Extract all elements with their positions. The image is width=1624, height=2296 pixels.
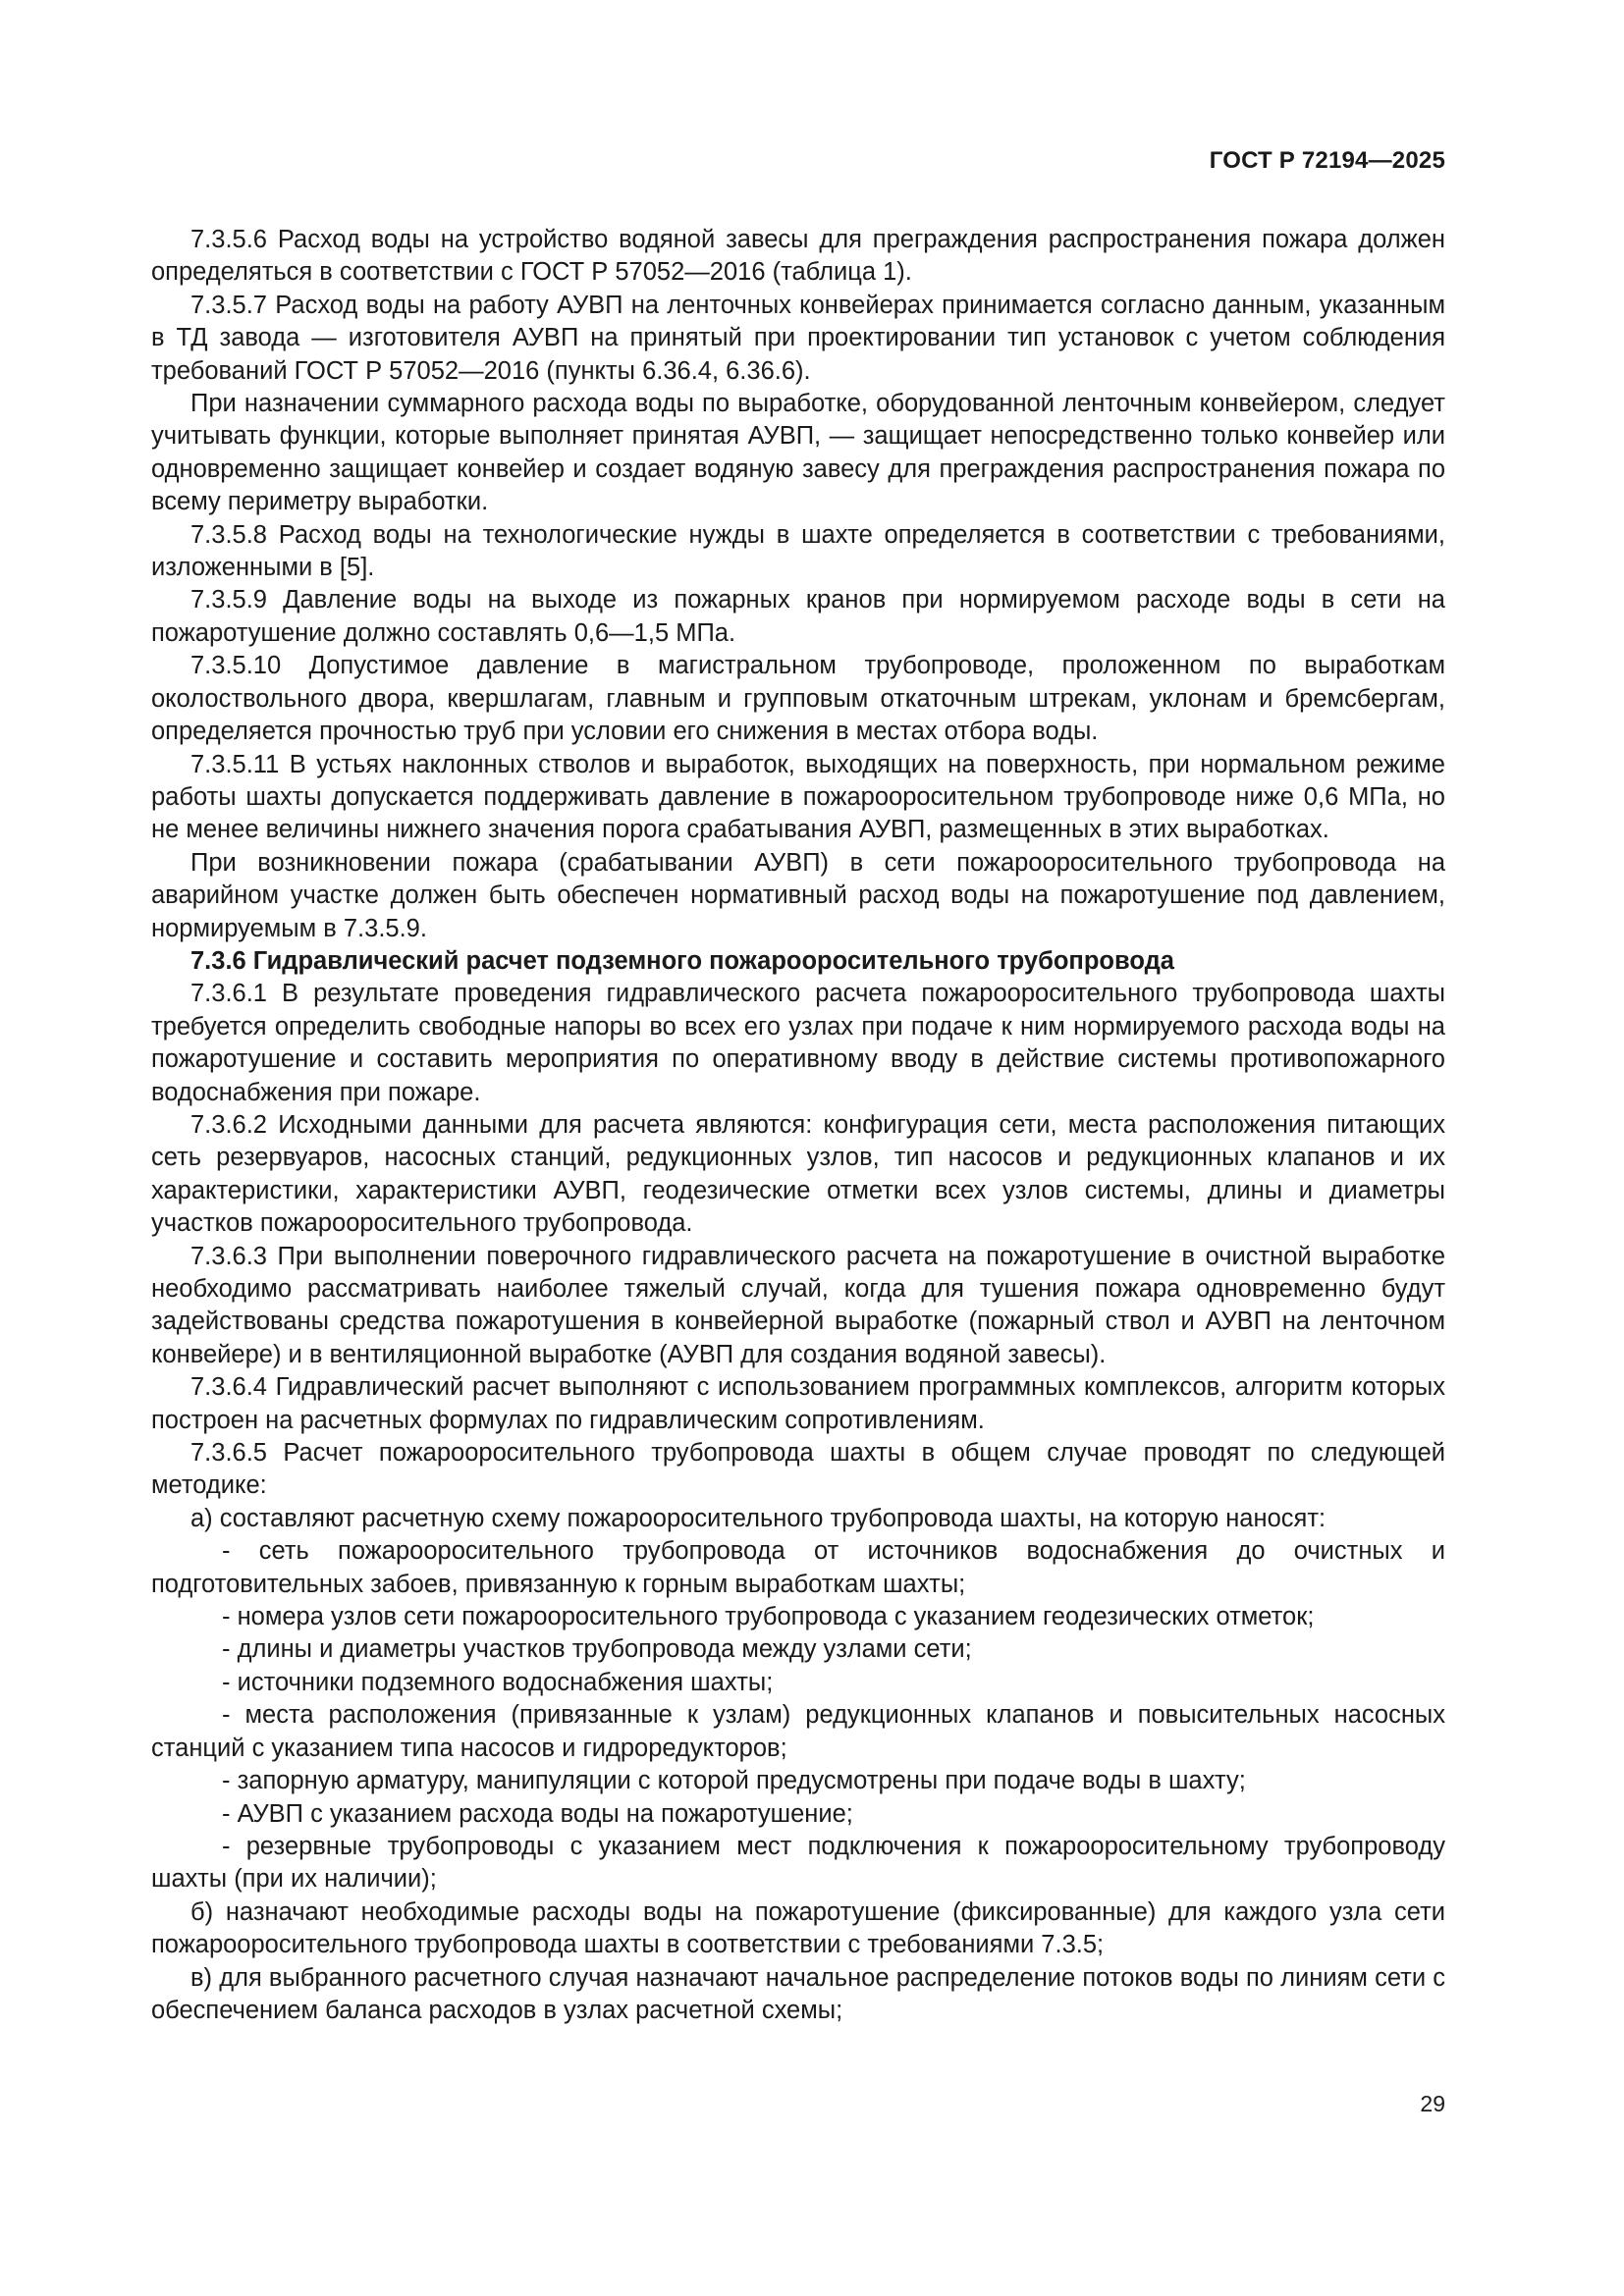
paragraph-7-3-6-2: 7.3.6.2 Исходными данными для расчета являются: конфигурация сети, места расположения питающих сеть резервуаров, насосных станций, редукционных узлов, тип насосов и редукционных клапанов и их характеристики, характеристики АУВП, геодезические отметки всех узлов системы, длины и диаметры участков пожарооросительного трубопровода.	[151, 1110, 1445, 1238]
dash-item: - длины и диаметры участков трубопровода между узлами сети;	[222, 1635, 972, 1664]
dash-item: - резервные трубопроводы с указанием мест подключения к пожарооросительному трубопроводу шахты (при их наличии);	[151, 1832, 1445, 1894]
paragraph-7-3-6-3: 7.3.6.3 При выполнении поверочного гидравлического расчета на пожаротушение в очистной выработке необходимо рассматривать наиболее тяжелый случай, когда для тушения пожара одновременно будут задействованы средства пожаротушения в конвейерной выработке (пожарный ствол и АУВП на ленточном конвейере) и в вентиляционной выработке (АУВП для создания водяной завесы).	[151, 1242, 1445, 1368]
document-body	[151, 224, 1445, 2027]
paragraph-7-3-5-11: 7.3.5.11 В устьях наклонных стволов и выработок, выходящих на поверхность, при нормальном режиме работы шахты допускается поддерживать давление в пожарооросительном трубопроводе ниже 0,6 МПа, но не менее величины нижнего значения порога срабатывания АУВП, размещенных в этих выработках.	[151, 750, 1445, 844]
paragraph-fire-event: При возникновении пожара (срабатывании АУВП) в сети пожарооросительного трубопровода на аварийном участке должен быть обеспечен нормативный расход воды на пожаротушение под давлением, нормируемым в 7.3.5.9.	[151, 848, 1445, 942]
list-item-c: в) для выбранного расчетного случая назначают начальное распределение потоков воды по линиям сети с обеспечением баланса расходов в узлах расчетной схемы;	[151, 1963, 1445, 2024]
paragraph-7-3-6-5: 7.3.6.5 Расчет пожарооросительного трубопровода шахты в общем случае проводят по следующей методике:	[151, 1439, 1445, 1500]
paragraph-7-3-5-10: 7.3.5.10 Допустимое давление в магистральном трубопроводе, проложенном по выработкам околоствольного двора, квершлагам, главным и групповым откаточным штрекам, уклонам и бремсбергам, определяется прочностью труб при условии его снижения в местах отбора воды.	[151, 652, 1445, 746]
section-heading-7-3-6: 7.3.6 Гидравлический расчет подземного пожарооросительного трубопровода	[190, 946, 1174, 975]
dash-item: - запорную арматуру, манипуляции с которой предусмотрены при подаче воды в шахту;	[222, 1767, 1246, 1795]
dash-item: - АУВП с указанием расхода воды на пожаротушение;	[222, 1799, 853, 1828]
list-item-b: б) назначают необходимые расходы воды на пожаротушение (фиксированные) для каждого узла сети пожарооросительного трубопровода шахты в соответствии с требованиями 7.3.5;	[151, 1897, 1445, 1959]
dash-item: - номера узлов сети пожарооросительного трубопровода с указанием геодезических отметок;	[222, 1603, 1315, 1631]
paragraph-7-3-5-7: 7.3.5.7 Расход воды на работу АУВП на ленточных конвейерах принимается согласно данным, указанным в ТД завода — изготовителя АУВП на принятый при проектировании тип установок с учетом соблюдения требований ГОСТ Р 57052—2016 (пункты 6.36.4, 6.36.6).	[151, 291, 1445, 385]
dash-item: - источники подземного водоснабжения шахты;	[222, 1668, 774, 1696]
list-item-a: а) составляют расчетную схему пожарооросительного трубопровода шахты, на которую наносят:	[190, 1504, 1326, 1532]
paragraph-total-flow: При назначении суммарного расхода воды по выработке, оборудованной ленточным конвейером, следует учитывать функции, которые выполняет принятая АУВП, — защищает непосредственно только конвейер или одновременно защищает конвейер и создает водяную завесу для преграждения распространения пожара по всему периметру выработки.	[151, 390, 1445, 516]
paragraph-7-3-5-8: 7.3.5.8 Расход воды на технологические нужды в шахте определяется в соответствии с требованиями, изложенными в [5].	[151, 520, 1445, 582]
page-number: 29	[1420, 2091, 1445, 2116]
paragraph-7-3-5-9: 7.3.5.9 Давление воды на выходе из пожарных кранов при нормируемом расходе воды в сети на пожаротушение должно составлять 0,6—1,5 МПа.	[151, 586, 1445, 647]
paragraph-7-3-6-1: 7.3.6.1 В результате проведения гидравлического расчета пожарооросительного трубопровода шахты требуется определить свободные напоры во всех его узлах при подаче к ним нормируемого расхода воды на пожаротушение и составить мероприятия по оперативному вводу в действие системы противопожарного водоснабжения при пожаре.	[151, 980, 1445, 1106]
dash-item: - сеть пожарооросительного трубопровода от источников водоснабжения до очистных и подготовительных забоев, привязанную к горным выработкам шахты;	[151, 1537, 1445, 1598]
document-code-header: ГОСТ Р 72194—2025	[1209, 147, 1445, 174]
dash-item: - места расположения (привязанные к узлам) редукционных клапанов и повысительных насосных станций с указанием типа насосов и гидроредукторов;	[151, 1701, 1445, 1762]
dash-list	[151, 1535, 1445, 1896]
paragraph-7-3-5-6: 7.3.5.6 Расход воды на устройство водяной завесы для преграждения распространения пожара должен определяться в соответствии с ГОСТ Р 57052—2016 (таблица 1).	[151, 226, 1445, 287]
paragraph-7-3-6-4: 7.3.6.4 Гидравлический расчет выполняют с использованием программных комплексов, алгоритм которых построен на расчетных формулах по гидравлическим сопротивлениям.	[151, 1373, 1445, 1434]
